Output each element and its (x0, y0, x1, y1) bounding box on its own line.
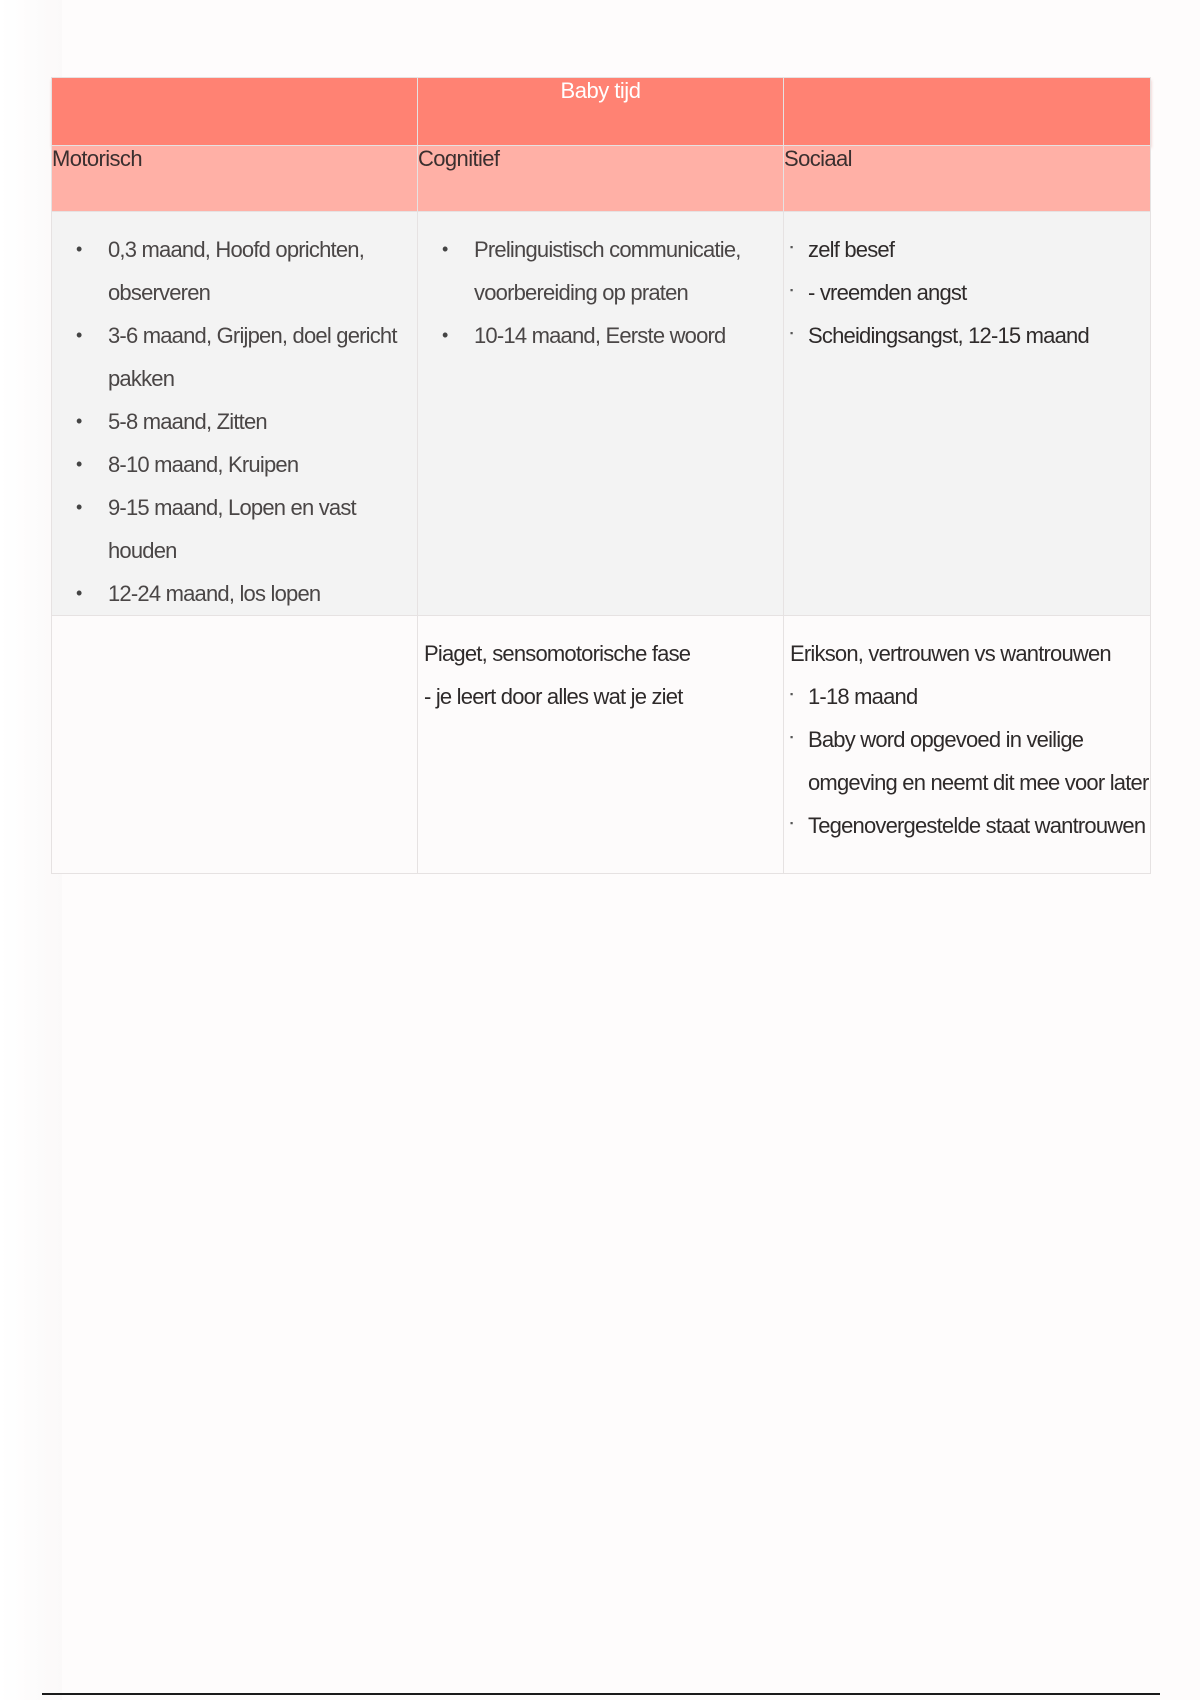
column-heading-motorisch: Motorisch (52, 146, 418, 212)
motorisch-theory-cell (52, 616, 418, 874)
list-item: • 8-10 maand, Kruipen (76, 443, 417, 486)
column-heading-cognitief: Cognitief (418, 146, 784, 212)
erikson-list (784, 675, 1150, 847)
list-item: ▪ Baby word opgevoed in veilige omgeving en neemt dit mee voor later (790, 718, 1150, 804)
list-item: • 10-14 maand, Eerste woord (442, 314, 783, 357)
list-item: • 9-15 maand, Lopen en vast houden (76, 486, 417, 572)
list-item: • 3-6 maand, Grijpen, doel gericht pakken (76, 314, 417, 400)
header-cell-right (784, 78, 1151, 146)
piaget-line: Piaget, sensomotorische fase (424, 641, 691, 666)
page-bottom-rule (42, 1693, 1160, 1695)
sociaal-theory-cell (784, 616, 1151, 874)
list-item: • 0,3 maand, Hoofd oprichten, observeren (76, 228, 417, 314)
column-heading-row (52, 146, 1151, 212)
list-item: ▪ Tegenovergestelde staat wantrouwen (790, 804, 1150, 847)
piaget-line: - je leert door alles wat je ziet (424, 684, 683, 709)
development-table (51, 77, 1151, 874)
table-row (52, 212, 1151, 616)
header-cell-title: Baby tijd (418, 78, 784, 146)
table-header-row (52, 78, 1151, 146)
piaget-text (424, 632, 783, 718)
table-row (52, 616, 1151, 874)
column-heading-sociaal: Sociaal (784, 146, 1151, 212)
list-item: • Prelinguistisch communicatie, voorbereiding op praten (442, 228, 783, 314)
sociaal-cell (784, 212, 1151, 616)
list-item: • 12-24 maand, los lopen (76, 572, 417, 615)
list-item: ▪ zelf besef (790, 228, 1150, 271)
list-item: ▪ 1-18 maand (790, 675, 1150, 718)
cognitief-theory-cell (418, 616, 784, 874)
motorisch-list (52, 228, 417, 615)
list-item: ▪ - vreemden angst (790, 271, 1150, 314)
header-cell-left (52, 78, 418, 146)
cognitief-cell (418, 212, 784, 616)
motorisch-cell (52, 212, 418, 616)
cognitief-list (418, 228, 783, 357)
sociaal-list (784, 228, 1150, 357)
erikson-title: Erikson, vertrouwen vs wantrouwen (790, 641, 1111, 666)
list-item: ▪ Scheidingsangst, 12-15 maand (790, 314, 1150, 357)
list-item: • 5-8 maand, Zitten (76, 400, 417, 443)
